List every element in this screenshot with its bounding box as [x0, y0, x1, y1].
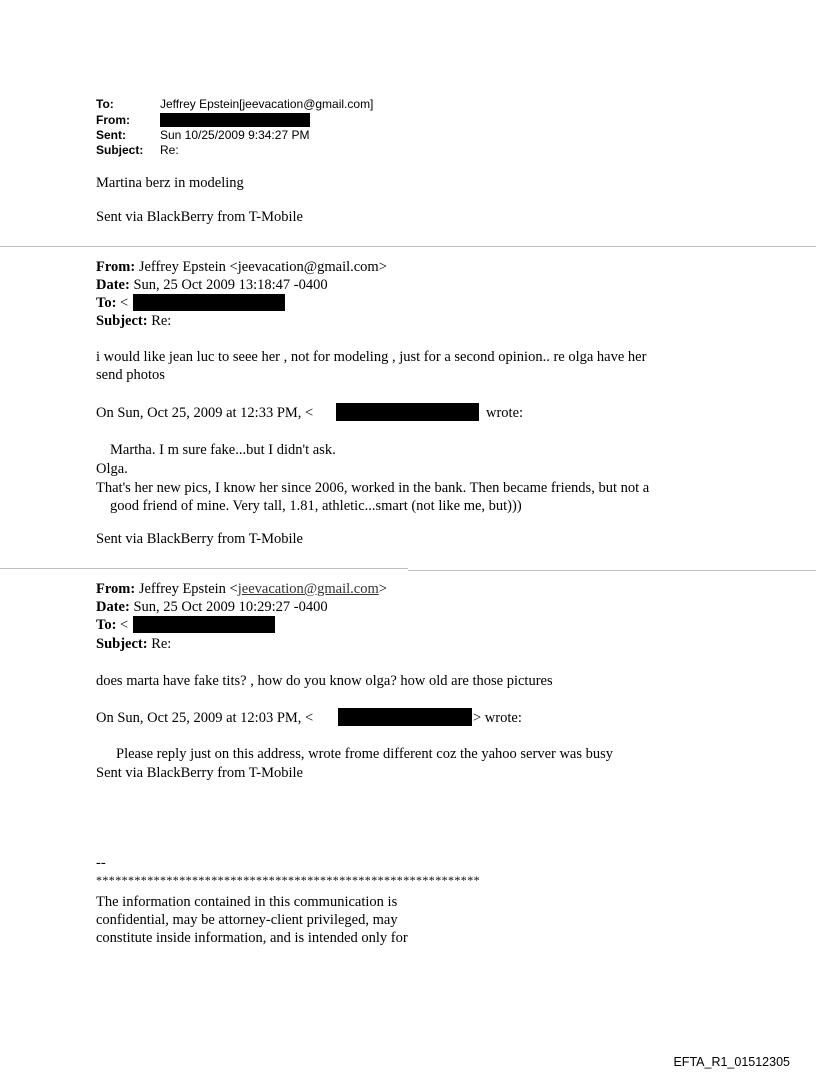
date-label: Date: — [96, 277, 130, 293]
quoted-line: Olga. — [96, 461, 128, 477]
date-line — [96, 276, 328, 294]
quote-header-prefix: On Sun, Oct 25, 2009 at 12:03 PM, < — [96, 710, 314, 726]
subject-line — [96, 312, 171, 330]
redaction-bar — [133, 616, 275, 633]
redaction-bar — [336, 403, 479, 421]
from-value: Jeffrey Epstein <jeevacation@gmail.com> — [138, 259, 387, 275]
subject-value: Re: — [151, 636, 172, 652]
divider — [0, 568, 408, 569]
to-line — [96, 294, 128, 312]
subject-line — [96, 635, 171, 653]
divider — [408, 570, 816, 571]
to-label: To: — [96, 295, 117, 311]
redaction-bar — [338, 708, 472, 726]
message-body-line: send photos — [96, 367, 165, 383]
document-id: EFTA_R1_01512305 — [673, 1055, 790, 1069]
quoted-line: Sent via BlackBerry from T-Mobile — [96, 765, 303, 781]
from-name: Jeffrey Epstein < — [138, 581, 238, 597]
sig-separator: -- — [96, 855, 106, 871]
to-prefix: < — [120, 617, 129, 633]
from-line — [96, 580, 387, 598]
email-link[interactable]: jeevacation@gmail.com — [237, 581, 379, 597]
date-line — [96, 598, 328, 616]
subject-label: Subject: — [96, 143, 144, 157]
disclaimer-line: The information contained in this communication is — [96, 894, 398, 910]
to-label: To: — [96, 617, 117, 633]
quote-header-prefix: On Sun, Oct 25, 2009 at 12:33 PM, < — [96, 405, 314, 421]
from-close: > — [378, 581, 387, 597]
quoted-line: Martha. I m sure fake...but I didn't ask. — [110, 442, 336, 458]
from-label: From: — [96, 259, 136, 275]
signature: Sent via BlackBerry from T-Mobile — [96, 531, 303, 547]
to-label: To: — [96, 97, 114, 111]
star-divider: ************************************************************ — [96, 873, 480, 887]
signature: Sent via BlackBerry from T-Mobile — [96, 209, 303, 225]
message-body: does marta have fake tits? , how do you know olga? how old are those pictures — [96, 673, 553, 689]
sent-label: Sent: — [96, 128, 126, 142]
subject-label: Subject: — [96, 636, 148, 652]
from-line — [96, 258, 387, 276]
from-label: From: — [96, 113, 130, 127]
quoted-line: That's her new pics, I know her since 2006, worked in the bank. Then became friends, but not a — [96, 480, 650, 496]
quote-header-suffix: > wrote: — [473, 710, 522, 726]
subject-value: Re: — [151, 313, 172, 329]
redaction-bar — [160, 113, 310, 127]
divider — [0, 246, 816, 247]
quoted-line: good friend of mine. Very tall, 1.81, athletic...smart (not like me, but))) — [110, 498, 522, 514]
to-line — [96, 616, 128, 634]
message-body: Martina berz in modeling — [96, 175, 244, 191]
subject-label: Subject: — [96, 313, 148, 329]
to-value: Jeffrey Epstein[jeevacation@gmail.com] — [160, 97, 374, 111]
disclaimer-line: constitute inside information, and is intended only for — [96, 930, 408, 946]
date-value: Sun, 25 Oct 2009 10:29:27 -0400 — [133, 599, 328, 615]
message-body-line: i would like jean luc to seee her , not for modeling , just for a second opinion.. re olga have her — [96, 349, 647, 365]
date-value: Sun, 25 Oct 2009 13:18:47 -0400 — [133, 277, 328, 293]
disclaimer-line: confidential, may be attorney-client privileged, may — [96, 912, 398, 928]
sent-value: Sun 10/25/2009 9:34:27 PM — [160, 128, 310, 142]
redaction-bar — [133, 294, 285, 311]
subject-value: Re: — [160, 143, 179, 157]
date-label: Date: — [96, 599, 130, 615]
from-label: From: — [96, 581, 136, 597]
quoted-line: Please reply just on this address, wrote frome different coz the yahoo server was busy — [116, 746, 614, 762]
to-prefix: < — [120, 295, 129, 311]
quote-header-suffix: wrote: — [486, 405, 524, 421]
